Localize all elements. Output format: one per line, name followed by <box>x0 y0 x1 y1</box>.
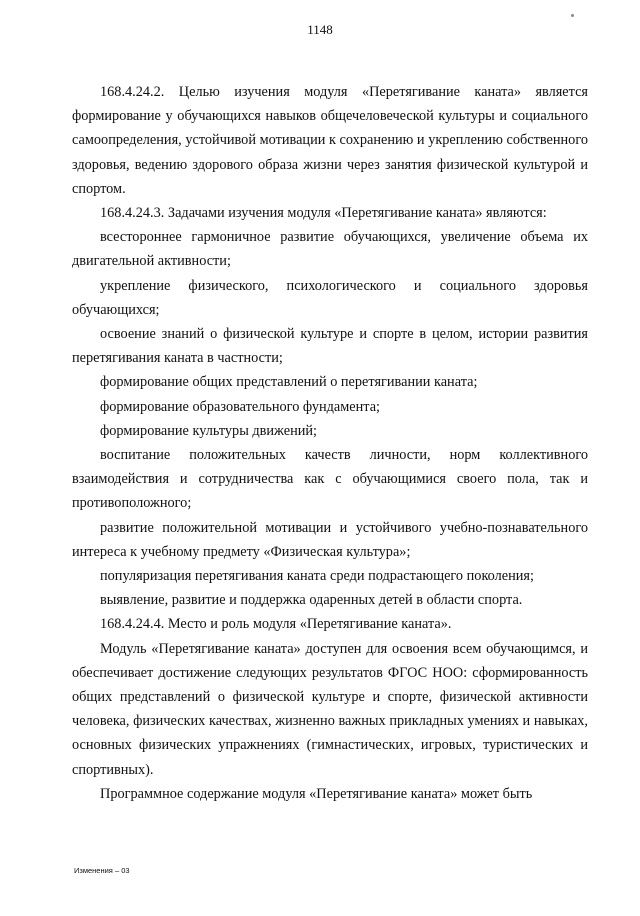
list-item: укрепление физического, психологического и социального здоровья обучающихся; <box>72 277 588 318</box>
paragraph-program-content: Программное содержание модуля «Перетягивание каната» может быть <box>100 785 533 802</box>
paragraph-place-heading: 168.4.24.4. Место и роль модуля «Перетягивание каната». <box>100 616 452 633</box>
list-item: формирование культуры движений; <box>100 422 318 439</box>
list-item: формирование образовательного фундамента; <box>100 398 381 415</box>
list-item: всестороннее гармоничное развитие обучающихся, увеличение объема их двигательной активности; <box>72 229 588 270</box>
paragraph-goal: 168.4.24.2. Целью изучения модуля «Перетягивание каната» является формирование у обучающихся навыков общечеловеческой культуры и социального самоопределения, устойчивой мотивации к сохранению и укреплению собственного здоровья, ведению здорового образа жизни через занятия физической культурой и спортом. <box>72 84 588 197</box>
list-item: освоение знаний о физической культуре и спорте в целом, истории развития перетягивания каната в частности; <box>72 326 588 367</box>
list-item: развитие положительной мотивации и устойчивого учебно-познавательного интереса к учебному предмету «Физическая культура»; <box>72 519 588 560</box>
list-item: выявление, развитие и поддержка одаренных детей в области спорта. <box>100 592 523 609</box>
paragraph-tasks-heading: 168.4.24.3. Задачами изучения модуля «Перетягивание каната» являются: <box>100 205 547 222</box>
footer-revision: Изменения – 03 <box>74 866 130 875</box>
paragraph-module-results: Модуль «Перетягивание каната» доступен для освоения всем обучающимся, и обеспечивает достижение следующих результатов ФГОС НОО: сформированность общих представлений о физической культуре и спорте, физической активности человека, физических качествах, жизненно важных прикладных умениях и навыках, основных физических упражнениях (гимнастических, игровых, туристических и спортивных). <box>72 640 588 778</box>
list-item: формирование общих представлений о перетягивании каната; <box>100 374 478 391</box>
list-item: воспитание положительных качеств личности, норм коллективного взаимодействия и сотрудничества как с обучающимися своего пола, так и противоположного; <box>72 447 588 512</box>
document-body <box>72 80 588 806</box>
scan-mark <box>571 14 574 17</box>
list-item: популяризация перетягивания каната среди подрастающего поколения; <box>100 568 534 585</box>
page-number: 1148 <box>307 22 333 37</box>
